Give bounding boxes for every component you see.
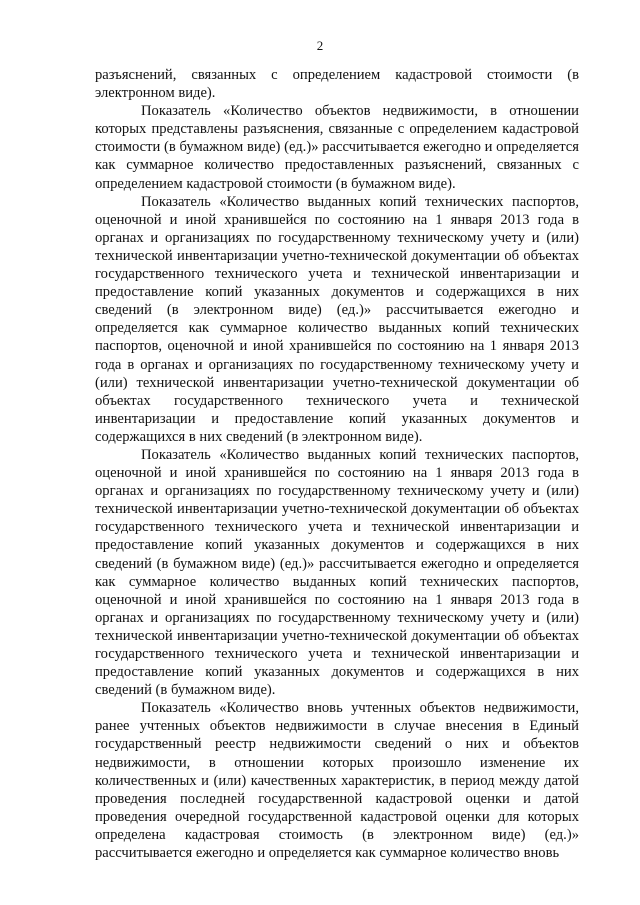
document-body — [95, 66, 579, 862]
paragraph-copies-paper: Показатель «Количество выданных копий технических паспортов, оценочной и иной хранившейся по состоянию на 1 января 2013 года в органах и организациях по государственному техническому учету и (или) технической инвентаризации учетно-технической документации об объектах государственного технического учета и технической инвентаризации и предоставление копий указанных документов и содержащихся в них сведений (в бумажном виде) (ед.)» рассчитывается ежегодно и определяется как суммарное количество выданных копий технических паспортов, оценочной и иной хранившейся по состоянию на 1 января 2013 года в органах и организациях по государственному техническому учету и (или) технической инвентаризации учетно-технической документации об объектах государственного технического учета и технической инвентаризации и предоставление копий указанных документов и содержащихся в них сведений (в бумажном виде). — [95, 446, 579, 699]
paragraph-explanations-paper: Показатель «Количество объектов недвижимости, в отношении которых представлены разъяснения, связанные с определением кадастровой стоимости (в бумажном виде) (ед.)» рассчитывается ежегодно и определяется как суммарное количество предоставленных разъяснений, связанных с определением кадастровой стоимости (в бумажном виде). — [95, 103, 579, 192]
paragraph-copies-electronic: Показатель «Количество выданных копий технических паспортов, оценочной и иной хранившейся по состоянию на 1 января 2013 года в органах и организациях по государственному техническому учету и (или) технической инвентаризации учетно-технической документации об объектах государственного технического учета и технической инвентаризации и предоставление копий указанных документов и содержащихся в них сведений (в электронном виде) (ед.)» рассчитывается ежегодно и определяется как суммарное количество выданных копий технических паспортов, оценочной и иной хранившейся по состоянию на 1 января 2013 года в органах и организациях по государственному техническому учету и (или) технической инвентаризации учетно-технической документации об объектах государственного технического учета и технической инвентаризации и предоставление копий указанных документов и содержащихся в них сведений (в электронном виде). — [95, 193, 579, 445]
paragraph-continuation: разъяснений, связанных с определением кадастровой стоимости (в электронном виде). — [95, 67, 579, 102]
page-number: 2 — [316, 38, 324, 53]
paragraph-new-objects: Показатель «Количество вновь учтенных объектов недвижимости, ранее учтенных объектов недвижимости в случае внесения в Единый государственный реестр недвижимости сведений о них и объектов недвижимости, в отношении которых произошло изменение их количественных и (или) качественных характеристик, в период между датой проведения последней государственной кадастровой оценки и датой проведения очередной государственной кадастровой оценки для которых определена кадастровая стоимость (в электронном виде) (ед.)» рассчитывается ежегодно и определяется как суммарное количество вновь — [95, 700, 579, 862]
